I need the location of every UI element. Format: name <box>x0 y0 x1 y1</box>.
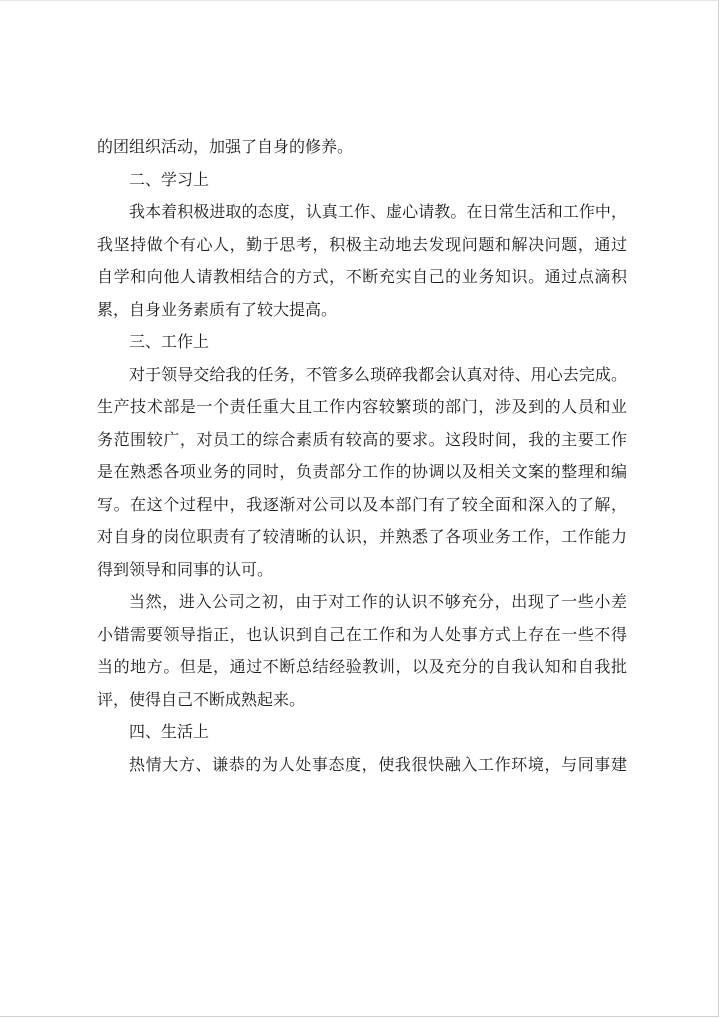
text-line: 当然，进入公司之初，由于对工作的认识不够充分，出现了一些小差 <box>129 592 627 611</box>
text-line: 自学和向他人请教相结合的方式，不断充实自己的业务知识。通过点滴积 <box>97 267 627 286</box>
document-body <box>97 131 627 781</box>
text-line: 四、生活上 <box>129 722 210 741</box>
text-line: 对自身的岗位职责有了较清晰的认识，并熟悉了各项业务工作，工作能力 <box>97 527 627 546</box>
text-line: 累，自身业务素质有了较大提高。 <box>97 299 338 319</box>
text-line: 我坚持做个有心人，勤于思考，积极主动地去发现问题和解决问题，通过 <box>97 234 627 254</box>
text-line: 热情大方、谦恭的为人处事态度，使我很快融入工作环境，与同事建 <box>129 754 627 774</box>
text-line: 我本着积极进取的态度，认真工作、虚心请教。在日常生活和工作中， <box>129 202 627 221</box>
text-line: 三、工作上 <box>129 332 210 351</box>
text-line: 是在熟悉各项业务的同时，负责部分工作的协调以及相关文案的整理和编 <box>97 462 627 481</box>
text-line: 生产技术部是一个责任重大且工作内容较繁琐的部门，涉及到的人员和业 <box>97 397 627 416</box>
text-line: 小错需要领导指正，也认识到自己在工作和为人处事方式上存在一些不得 <box>97 624 627 644</box>
text-line: 二、学习上 <box>129 169 210 189</box>
text-line: 评，使得自己不断成熟起来。 <box>97 689 306 709</box>
text-line: 当的地方。但是，通过不断总结经验教训，以及充分的自我认知和自我批 <box>97 657 627 676</box>
text-line: 得到领导和同事的认可。 <box>97 559 274 579</box>
text-line: 对于领导交给我的任务，不管多么琐碎我都会认真对待、用心去完成。 <box>129 364 627 384</box>
text-line: 写。在这个过程中，我逐渐对公司以及本部门有了较全面和深入的了解， <box>97 494 627 514</box>
text-line: 务范围较广，对员工的综合素质有较高的要求。这段时间，我的主要工作 <box>97 429 627 449</box>
text-line: 的团组织活动，加强了自身的修养。 <box>97 137 354 156</box>
